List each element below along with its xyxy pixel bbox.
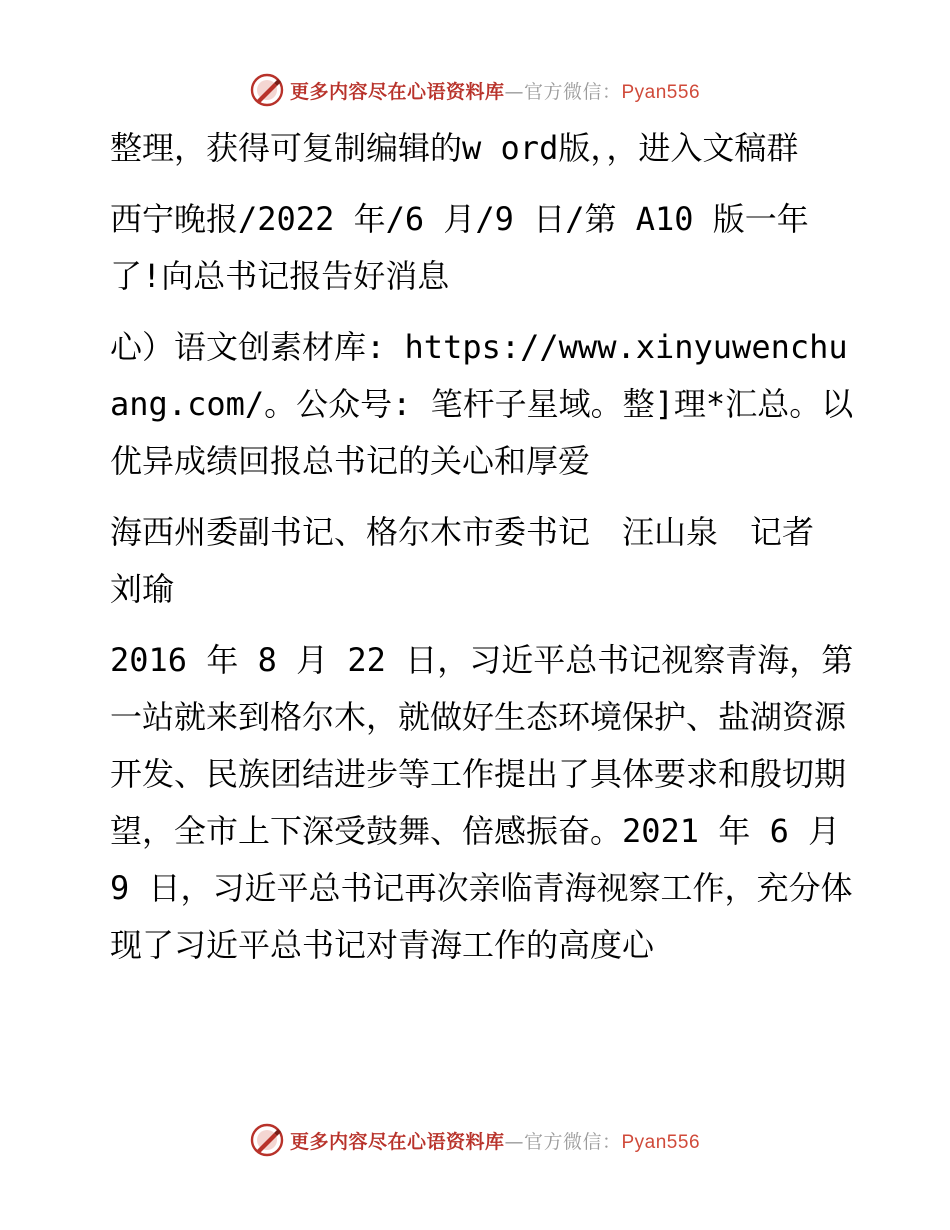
footer-banner-text	[290, 1127, 700, 1154]
footer-banner	[0, 1120, 950, 1160]
pen-logo-icon	[250, 1123, 284, 1157]
paragraph-intro: 整理，获得可复制编辑的w ord版，，进入文稿群	[110, 129, 799, 167]
header-wechat-handle: Pyan556	[621, 81, 701, 103]
footer-dash: —	[504, 1130, 524, 1153]
paragraph-library: 心）语文创素材库: https://www.xinyuwenchuang.com/。公众号: 笔杆子星域。整]理*汇总。以优异成绩回报总书记的关心和厚爱	[110, 328, 854, 480]
header-banner-text	[290, 77, 700, 104]
paragraph-main: 2016 年 8 月 22 日，习近平总书记视察青海，第一站就来到格尔木，就做好生态环境保护、盐湖资源开发、民族团结进步等工作提出了具体要求和殷切期望，全市上下深受鼓舞、倍感振奋。2021 年 6 月 9 日，习近平总书记再次亲临青海视察工作，充分体现了习近平总书记对青海工作的高度心	[110, 641, 854, 964]
header-dash: —	[504, 80, 524, 103]
footer-banner-content	[250, 1123, 700, 1157]
footer-wechat-handle: Pyan556	[621, 1131, 701, 1153]
header-banner	[0, 70, 950, 110]
header-brand-text: 更多内容尽在心语资料库	[289, 80, 505, 103]
paragraph-byline: 海西州委副书记、格尔木市委书记 汪山泉 记者 刘瑜	[110, 513, 847, 608]
footer-wechat-label: 官方微信：	[523, 1130, 622, 1153]
paragraph-source: 西宁晚报/2022 年/6 月/9 日/第 A10 版一年了!向总书记报告好消息	[110, 200, 809, 295]
footer-brand-text: 更多内容尽在心语资料库	[289, 1130, 505, 1153]
header-wechat-label: 官方微信：	[523, 80, 622, 103]
document-body	[96, 120, 856, 988]
header-banner-content	[250, 73, 700, 107]
pen-logo-icon	[250, 73, 284, 107]
